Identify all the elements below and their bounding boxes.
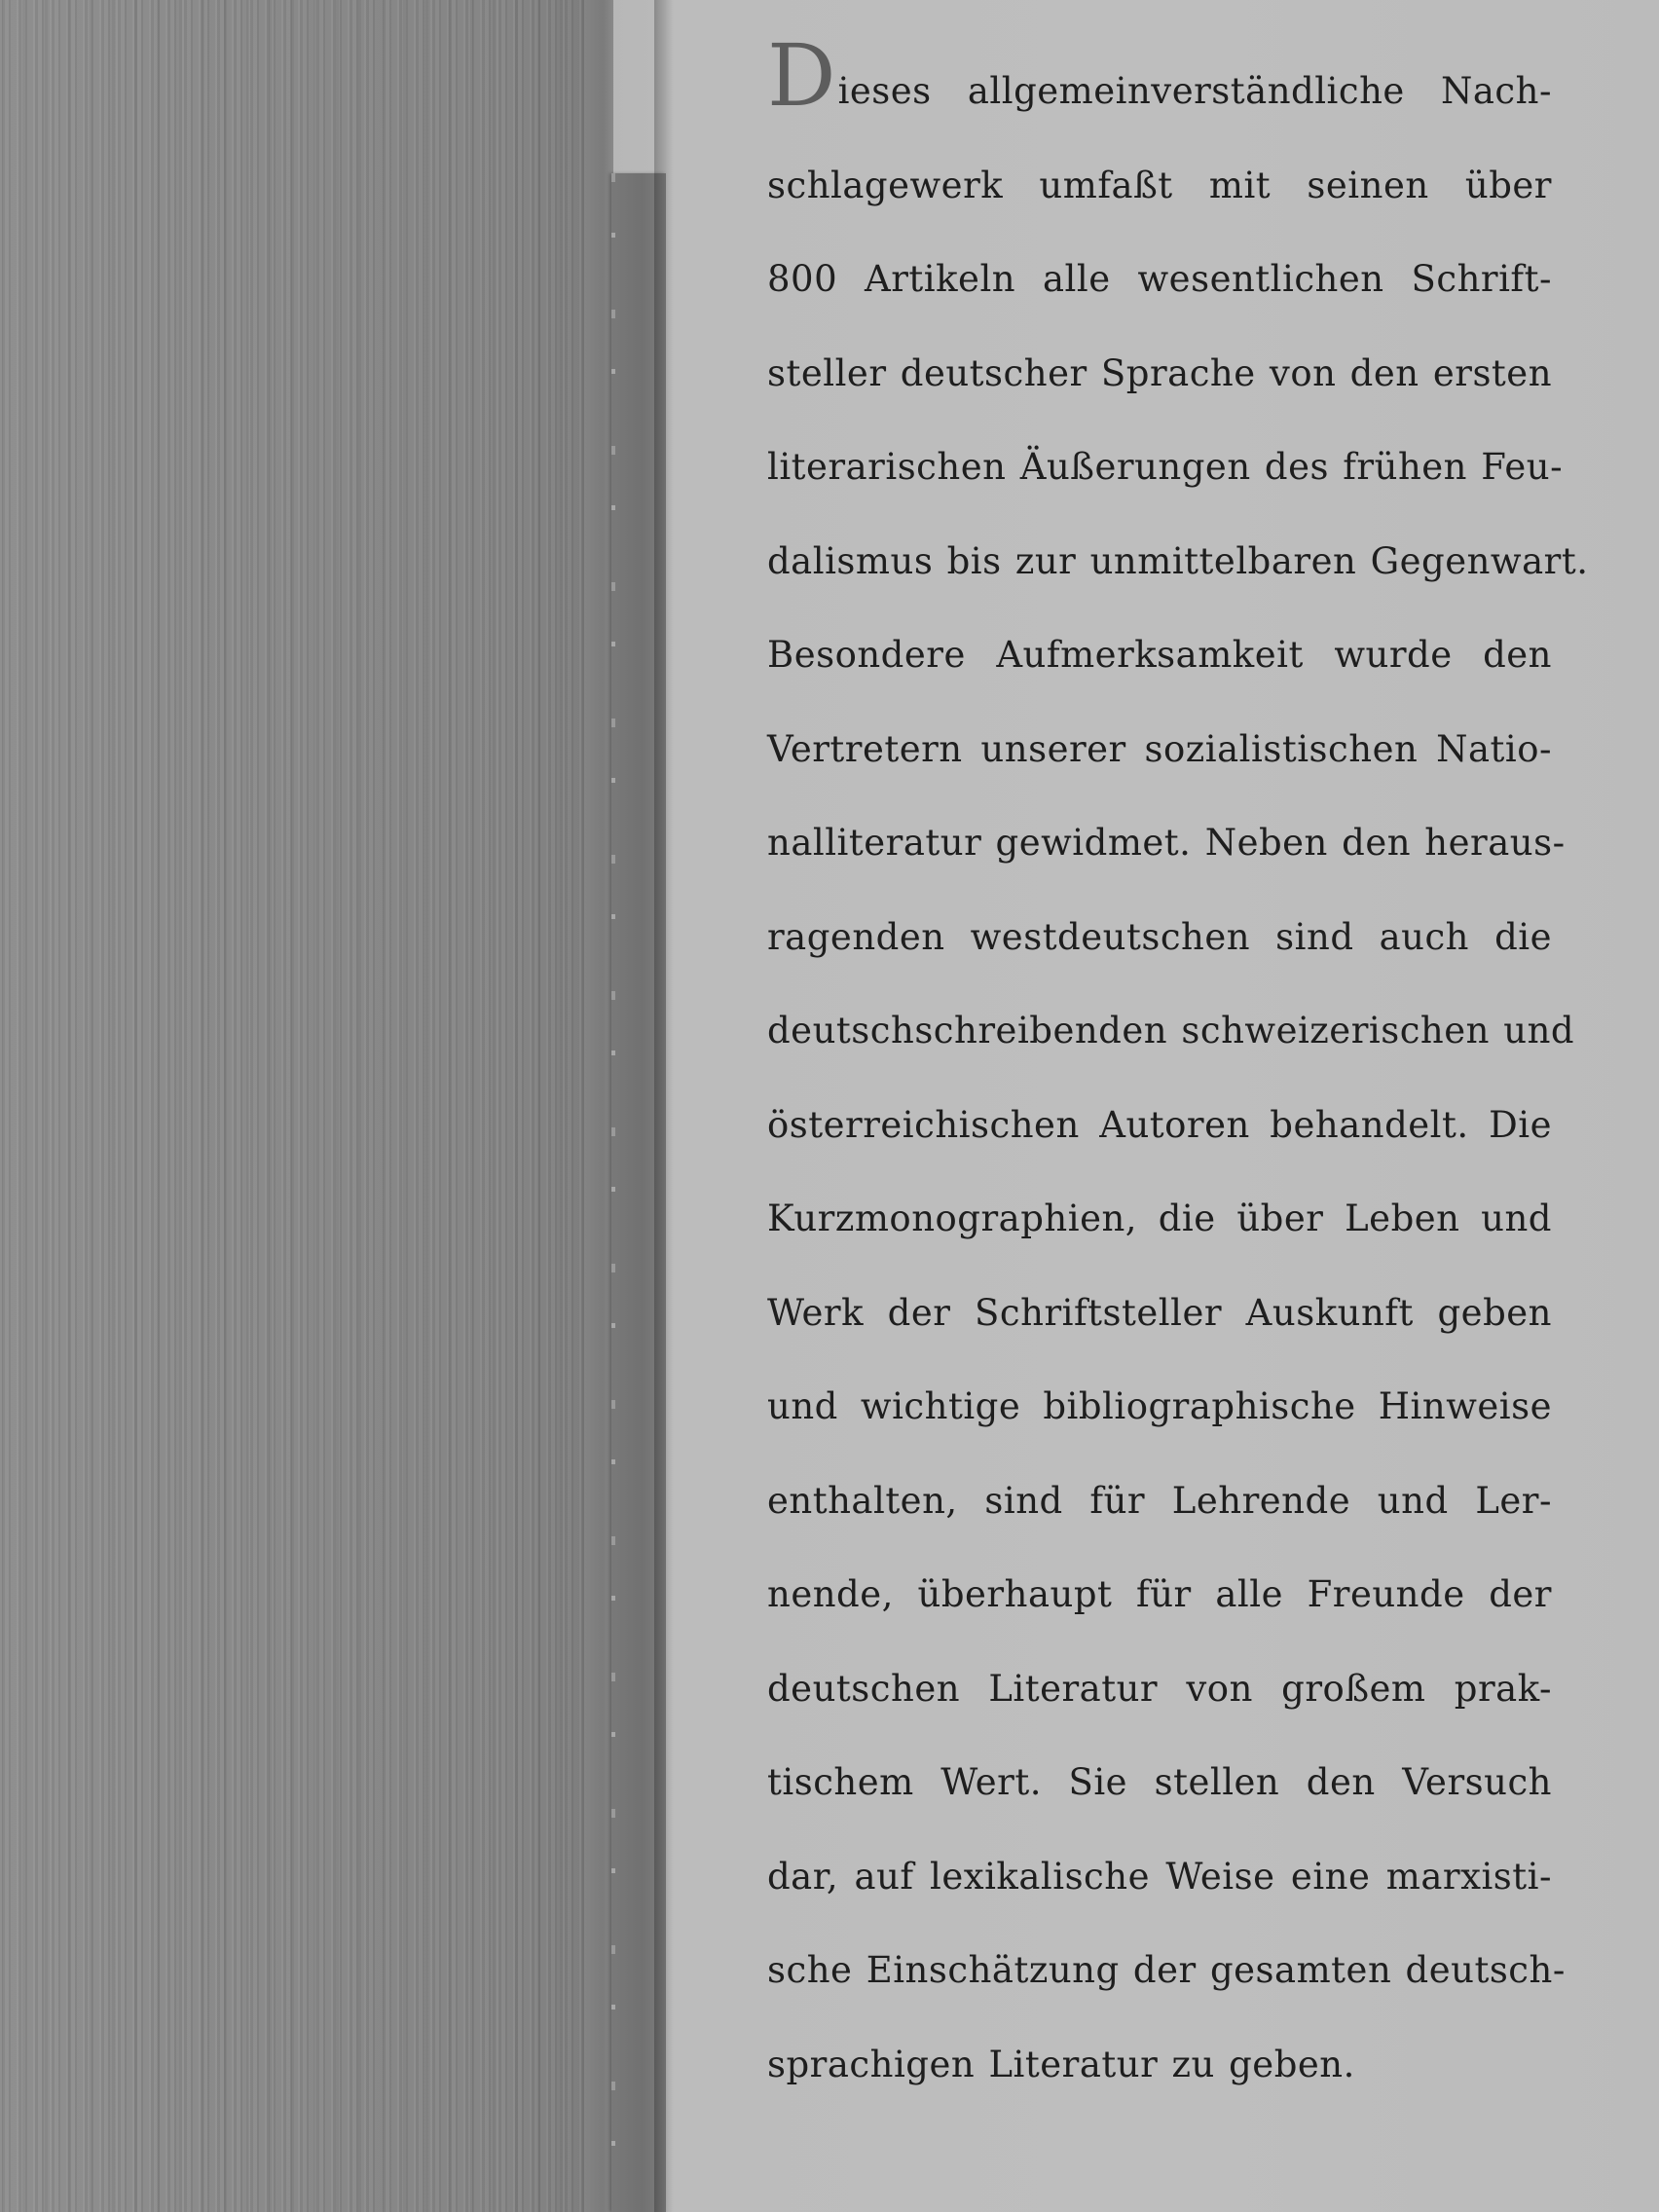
text-line-21: sche Einschätzung der gesamten deutsch-	[767, 1949, 1566, 1991]
drop-initial: D	[767, 25, 836, 126]
text-line-8: Vertretern unserer sozialistischen Natio-	[767, 727, 1552, 770]
text-line-20: dar, auf lexikalische Weise eine marxisti-	[767, 1855, 1552, 1898]
text-line-13: Kurzmonographien, die über Leben und	[767, 1198, 1552, 1239]
page-shadow	[654, 0, 674, 2212]
text-line-6: dalismus bis zur unmittelbaren Gegenwart.	[767, 539, 1589, 582]
text-line-4: steller deutscher Sprache von den ersten	[767, 351, 1553, 394]
text-line-5: literarischen Äußerungen des frühen Feu-	[767, 446, 1564, 488]
text-line-11: deutschschreibenden schweizerischen und	[767, 1010, 1575, 1051]
text-line-16: enthalten, sind für Lehrende und Ler-	[767, 1479, 1552, 1522]
text-line-19: tischem Wert. Sie stellen den Versuch	[767, 1761, 1552, 1803]
text-line-17: nende, überhaupt für alle Freunde der	[767, 1573, 1552, 1615]
book-cover-board	[0, 0, 596, 2212]
text-line-2: schlagewerk umfaßt mit seinen über	[767, 164, 1552, 206]
text-line-15: und wichtige bibliographische Hinweise	[767, 1385, 1552, 1427]
text-line-10: ragenden westdeutschen sind auch die	[767, 915, 1552, 958]
text-line-12: österreichischen Autoren behandelt. Die	[767, 1103, 1552, 1146]
text-line-3: 800 Artikeln alle wesentlichen Schrift-	[767, 258, 1552, 300]
text-line-22: sprachigen Literatur zu geben.	[767, 2043, 1355, 2085]
text-line-1	[767, 25, 1552, 139]
text-line-1-rest: ieses allgemeinverständliche Nach-	[837, 70, 1552, 112]
text-line-9: nalliteratur gewidmet. Neben den heraus-	[767, 822, 1566, 864]
flap-text-block	[767, 25, 1589, 2112]
text-line-14: Werk der Schriftsteller Auskunft geben	[767, 1291, 1552, 1334]
text-line-18: deutschen Literatur von großem prak-	[767, 1667, 1552, 1710]
text-line-7: Besondere Aufmerksamkeit wurde den	[767, 634, 1552, 676]
